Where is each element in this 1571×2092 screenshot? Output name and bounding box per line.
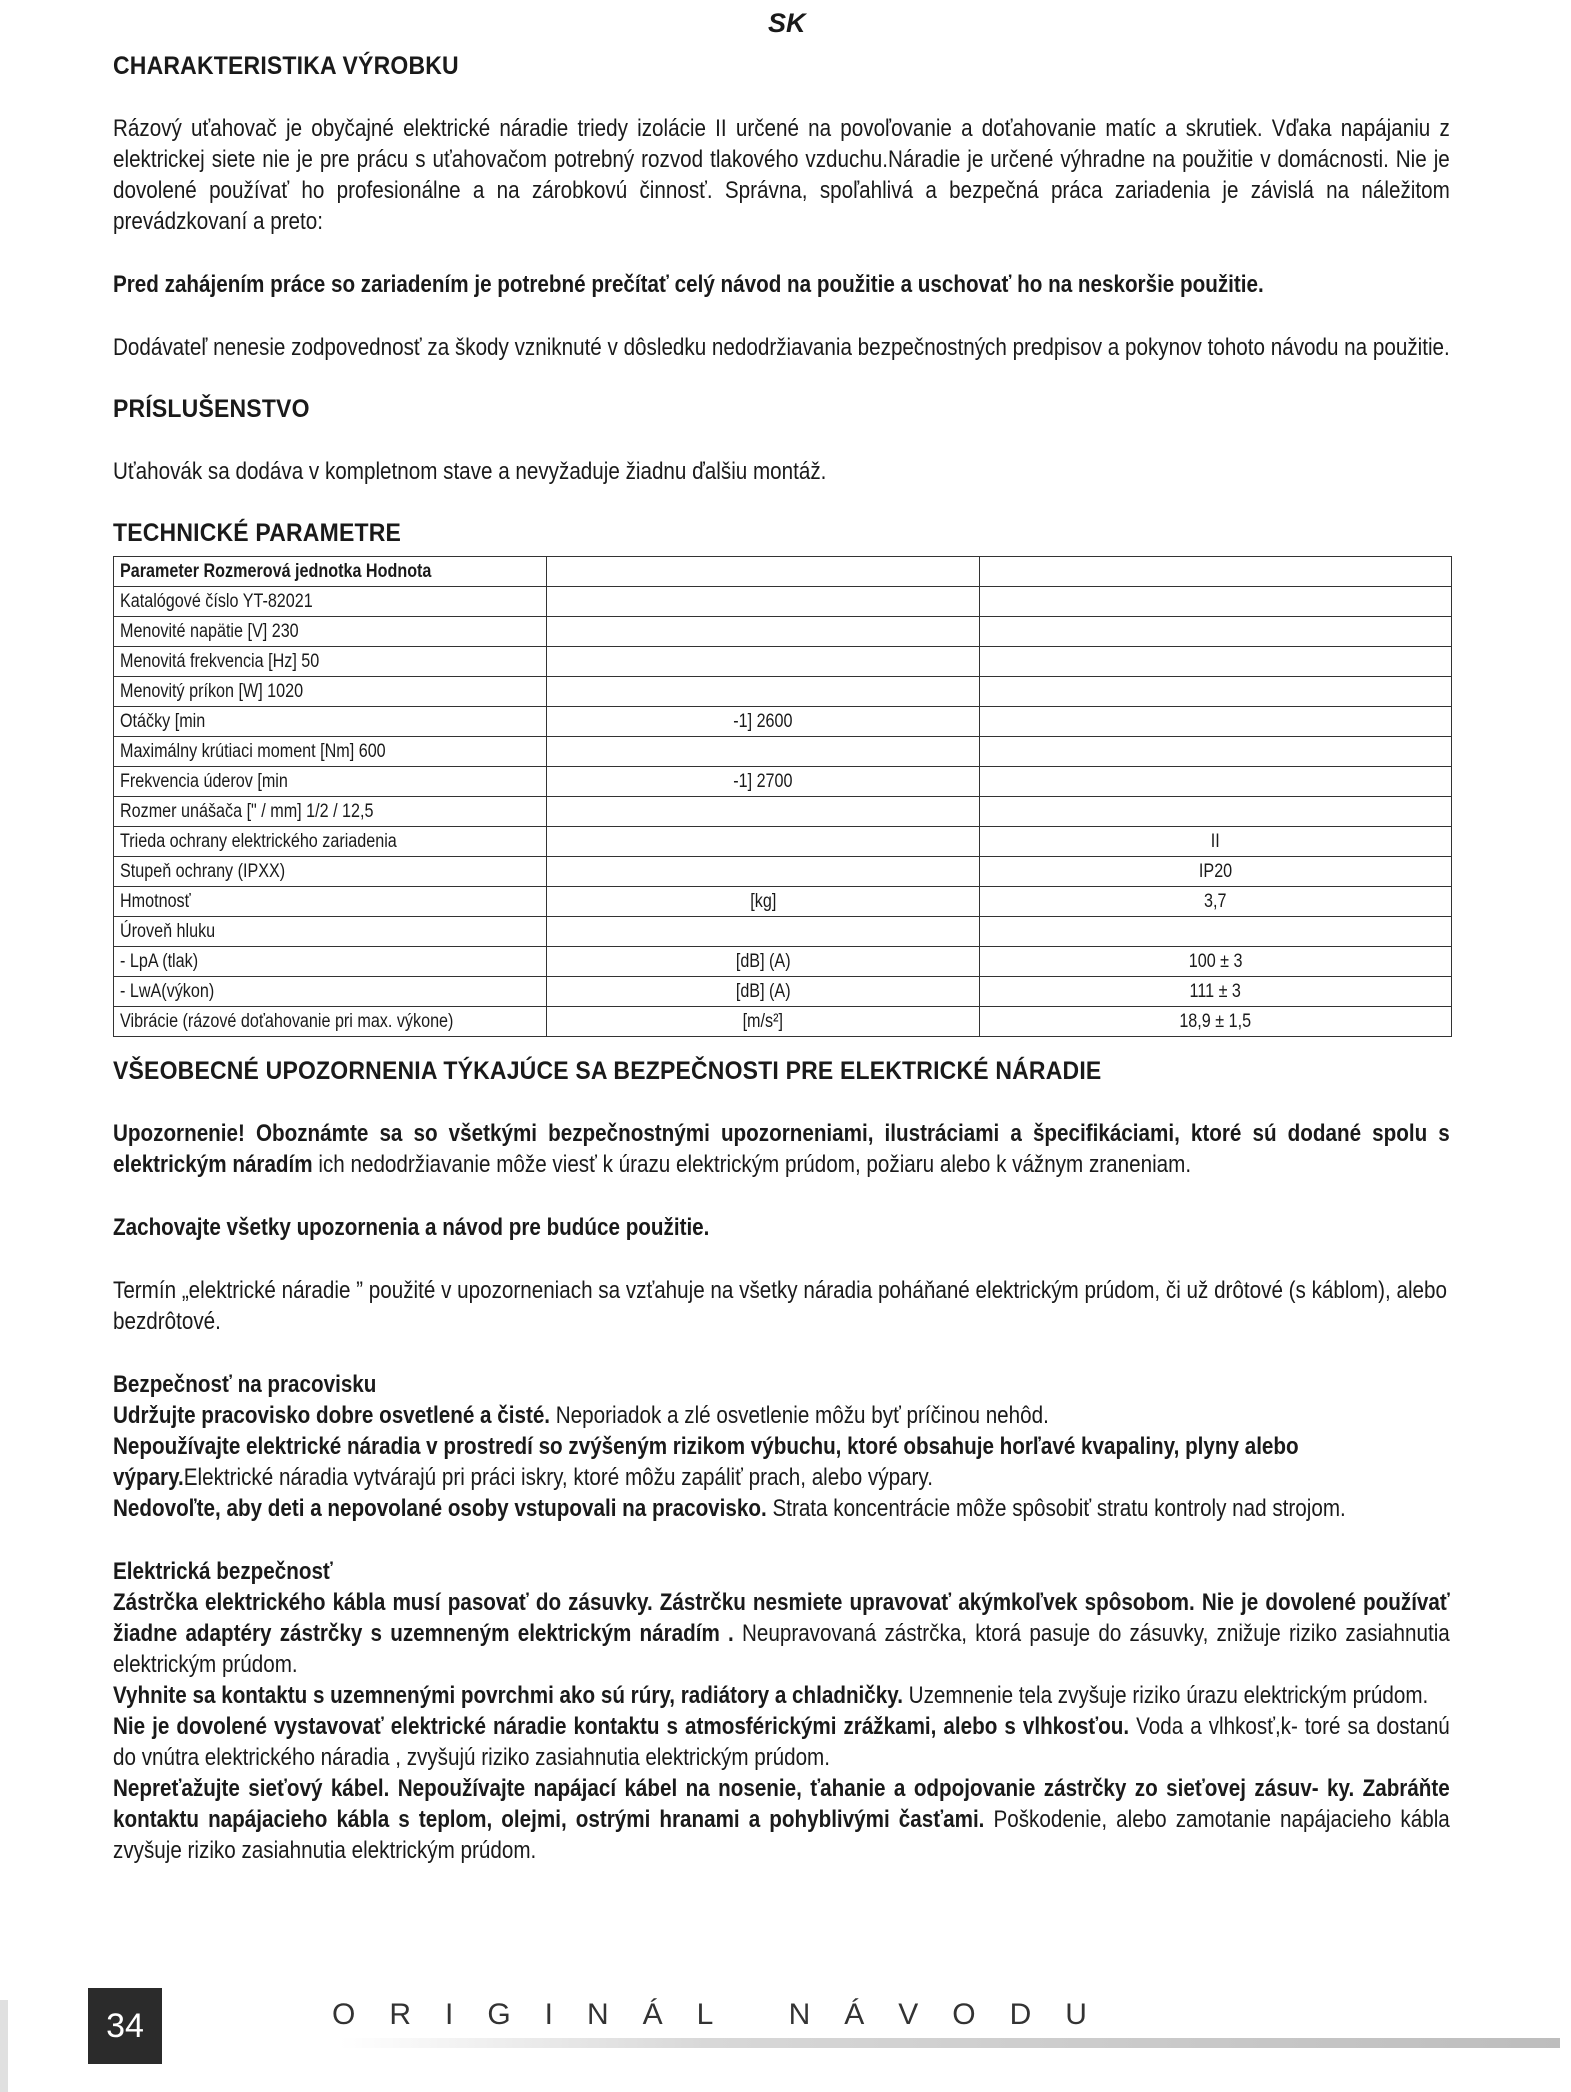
page-content	[113, 52, 1453, 1866]
table-cell-param: Maximálny krútiaci moment [Nm] 600	[120, 740, 386, 762]
table-cell-param: Menovité napätie [V] 230	[120, 620, 299, 642]
table-row	[114, 647, 1452, 677]
workplace-item: Nepoužívajte elektrické náradia v prostredí so zvýšeným rizikom výbuchu, ktoré obsahuje horľavé kvapaliny, plyny alebo výpary.Elektrické náradia vytvárajú pri práci iskry, ktoré môžu zapáliť prach, alebo výpary.	[113, 1433, 1299, 1491]
table-row	[114, 977, 1452, 1007]
table-cell-param: Frekvencia úderov [min	[120, 770, 288, 792]
read-manual-warning: Pred zahájením práce so zariadením je potrebné prečítať celý návod na použitie a uschovať ho na neskoršie použitie.	[113, 271, 1264, 298]
language-code: SK	[768, 8, 806, 38]
table-cell-unit: [m/s²]	[742, 1010, 784, 1032]
keep-instructions: Zachovajte všetky upozornenia a návod pre budúce použitie.	[113, 1214, 710, 1241]
table-cell-param: - LpA (tlak)	[120, 950, 199, 972]
table-cell-param: Menovitý príkon [W] 1020	[120, 680, 304, 702]
table-cell-param: Katalógové číslo YT-82021	[120, 590, 313, 612]
table-cell-value: 18,9 ± 1,5	[1179, 1010, 1252, 1032]
table-row	[114, 677, 1452, 707]
footer-gradient-line	[340, 2038, 1560, 2048]
table-cell-value: IP20	[1198, 860, 1233, 882]
electrical-item: Vyhnite sa kontaktu s uzemnenými povrchmi ako sú rúry, radiátory a chladničky. Uzemnenie tela zvyšuje riziko úrazu elektrickým prúdom.	[113, 1682, 1429, 1709]
section-title-characteristics: CHARAKTERISTIKA VÝROBKU	[113, 52, 459, 80]
page-number: 34	[88, 1988, 162, 2064]
accessories-paragraph: Uťahovák sa dodáva v kompletnom stave a nevyžaduje žiadnu ďalšiu montáž.	[113, 458, 827, 485]
table-row	[114, 707, 1452, 737]
table-header-row	[114, 557, 1452, 587]
section-title-safety: VŠEOBECNÉ UPOZORNENIA TÝKAJÚCE SA BEZPEČNOSTI PRE ELEKTRICKÉ NÁRADIE	[113, 1057, 1102, 1085]
intro-paragraph: Rázový uťahovač je obyčajné elektrické náradie triedy izolácie II určené na povoľovanie a doťahovanie matíc a skrutiek. Vďaka napájaniu z elektrickej siete nie je pre prácu s uťahovačom potrebný rozvod tlakového vzduchu.Náradie je určené výhradne na použitie v domácnosti. Nie je dovolené používať ho profesionálne a na zárobkovú činnosť. Správna, spoľahlivá a bezpečná práca zariadenia je závislá na náležitom prevádzkovaní a preto:	[113, 115, 1450, 235]
term-definition: Termín „elektrické náradie ” použité v upozorneniach sa vzťahuje na všetky náradia poháňané elektrickým prúdom, či už drôtové (s káblom), alebo bezdrôtové.	[113, 1277, 1447, 1335]
electrical-item: Nepreťažujte sieťový kábel. Nepoužívajte napájací kábel na nosenie, ťahanie a odpojovanie zástrčky zo sieťovej zásuv- ky. Zabráňte kontaktu napájacieho kábla s teplom, olejmi, ostrými hranami a pohyblivými časťami. Poškodenie, alebo zamotanie napájacieho kábla zvyšuje riziko zasiahnutia elektrickým prúdom.	[113, 1775, 1450, 1864]
workplace-item: Nedovoľte, aby deti a nepovolané osoby vstupovali na pracovisko. Strata koncentrácie môže spôsobiť stratu kontroly nad strojom.	[113, 1495, 1346, 1522]
tech-parameters-table	[113, 556, 1452, 1037]
electrical-item: Zástrčka elektrického kábla musí pasovať do zásuvky. Zástrčku nesmiete upravovať akýmkoľvek spôsobom. Nie je dovolené používať žiadne adaptéry zástrčky s uzemneným elektrickým náradím . Neupravovaná zástrčka, ktorá pasuje do zásuvky, znižuje riziko zasiahnutia elektrickým prúdom.	[113, 1589, 1450, 1678]
subtitle-workplace: Bezpečnosť na pracovisku	[113, 1371, 377, 1398]
safety-warning-bold: Upozornenie! Oboznámte sa so všetkými bezpečnostnými upozorneniami, ilustráciami a špecifikáciami, ktoré sú dodané spolu s elektrickým náradím	[113, 1120, 1450, 1178]
table-cell-unit: [dB] (A)	[735, 950, 791, 972]
table-row	[114, 617, 1452, 647]
table-cell-value: II	[1211, 830, 1220, 852]
table-row	[114, 917, 1452, 947]
table-row	[114, 1007, 1452, 1037]
table-cell-param: Otáčky [min	[120, 710, 206, 732]
table-cell-param: Trieda ochrany elektrického zariadenia	[120, 830, 397, 852]
table-cell-param: Úroveň hluku	[120, 920, 216, 942]
table-cell-param: Menovitá frekvencia [Hz] 50	[120, 650, 320, 672]
table-cell-param: Hmotnosť	[120, 890, 191, 912]
liability-paragraph: Dodávateľ nenesie zodpovednosť za škody vzniknuté v dôsledku nedodržiavania bezpečnostných predpisov a pokynov tohoto návodu na použitie.	[113, 334, 1450, 361]
table-cell-param: - LwA(výkon)	[120, 980, 215, 1002]
table-row	[114, 587, 1452, 617]
table-cell-unit: [dB] (A)	[735, 980, 791, 1002]
table-cell-param: Rozmer unášača [" / mm] 1/2 / 12,5	[120, 800, 374, 822]
section-title-tech: TECHNICKÉ PARAMETRE	[113, 519, 402, 547]
workplace-item: Udržujte pracovisko dobre osvetlené a čisté. Neporiadok a zlé osvetlenie môžu byť príčinou nehôd.	[113, 1402, 1049, 1429]
table-cell-param: Vibrácie (rázové doťahovanie pri max. výkone)	[120, 1010, 454, 1032]
table-cell-unit: -1] 2700	[733, 770, 793, 792]
electrical-item: Nie je dovolené vystavovať elektrické náradie kontaktu s atmosférickými zrážkami, alebo s vlhkosťou. Voda a vlhkosť,k- toré sa dostanú do vnútra elektrického náradia , zvyšujú riziko zasiahnutia elektrickým prúdom.	[113, 1713, 1450, 1771]
table-header: Parameter Rozmerová jednotka Hodnota	[120, 560, 432, 582]
page-footer	[0, 1984, 1571, 2084]
table-cell-value: 100 ± 3	[1188, 950, 1243, 972]
table-cell-value: 3,7	[1204, 890, 1227, 912]
safety-warning-rest: ich nedodržiavanie môže viesť k úrazu elektrickým prúdom, požiaru alebo k vážnym zraneniam.	[312, 1151, 1192, 1178]
footer-label: ORIGINÁL NÁVODU	[332, 1998, 1121, 2031]
table-row	[114, 857, 1452, 887]
table-row	[114, 887, 1452, 917]
table-cell-unit: [kg]	[749, 890, 777, 912]
table-row	[114, 797, 1452, 827]
table-row	[114, 827, 1452, 857]
table-row	[114, 767, 1452, 797]
table-cell-value: 111 ± 3	[1189, 980, 1242, 1002]
table-row	[114, 947, 1452, 977]
subtitle-electrical: Elektrická bezpečnosť	[113, 1558, 333, 1585]
table-row	[114, 737, 1452, 767]
table-cell-param: Stupeň ochrany (IPXX)	[120, 860, 286, 882]
section-title-accessories: PRÍSLUŠENSTVO	[113, 395, 310, 423]
table-cell-unit: -1] 2600	[733, 710, 793, 732]
